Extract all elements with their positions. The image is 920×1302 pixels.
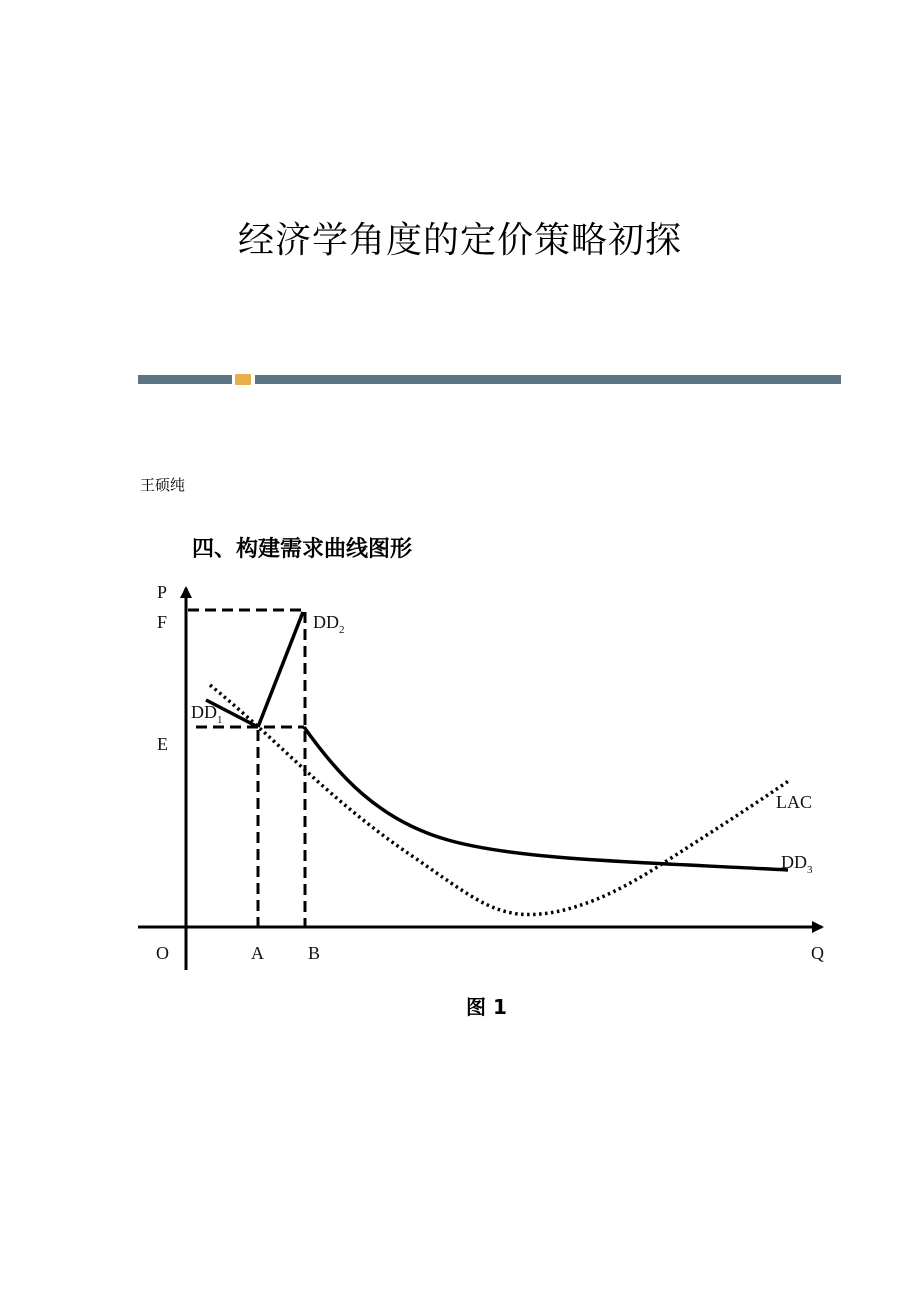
demand-curve-figure [138,570,838,970]
lac-label: LAC [776,792,812,812]
dd2-curve [258,612,303,727]
y-tick-e: E [157,734,168,754]
y-tick-f: F [157,612,168,632]
x-axis-label: Q [811,943,824,963]
section-heading: 四、构建需求曲线图形 [192,537,413,562]
author-name: 王硕纯 [140,476,186,494]
dd3-label: $DD_3$ [781,852,813,876]
origin-label: O [156,943,169,963]
document-title: 经济学角度的定价策略初探 [237,220,682,261]
dd1-label: $DD_1$ [191,702,223,726]
title-divider [138,375,841,384]
dd3-curve [304,727,788,870]
y-axis-label: P [157,582,168,602]
lac-curve [210,685,790,915]
divider-left-bar [138,375,232,384]
demand-curve-chart [138,570,838,970]
figure-caption: 图 1 [466,995,507,1019]
dd2-label: $DD_2$ [313,612,345,636]
divider-right-bar [255,375,841,384]
x-tick-b: B [308,943,321,963]
x-tick-a: A [251,943,264,963]
document-badge-icon [235,374,251,385]
